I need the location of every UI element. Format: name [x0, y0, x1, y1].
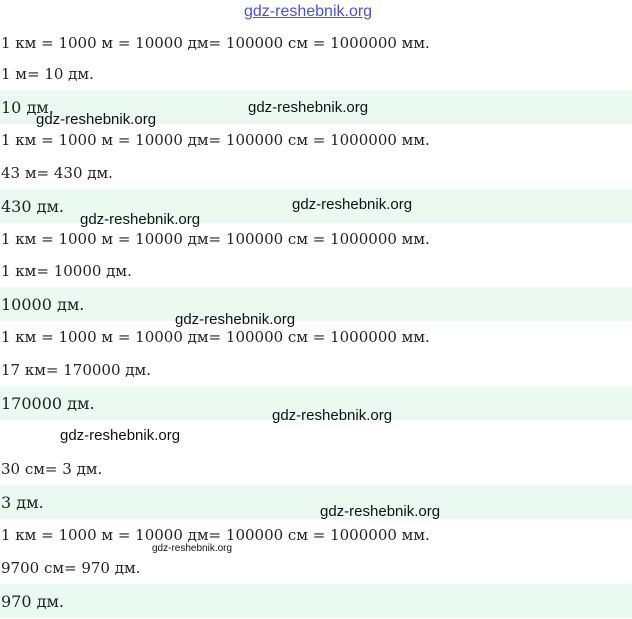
answer-line: 10 дм.: [0, 90, 632, 124]
watermark-text[interactable]: gdz-reshebnik.org: [244, 3, 373, 20]
step-line: 30 см= 3 дм.: [1, 460, 103, 478]
conversion-line: 1 км = 1000 м = 10000 дм= 100000 см = 1000000 мм.: [1, 328, 430, 346]
step-line: 1 км= 10000 дм.: [1, 262, 132, 280]
watermark-text: gdz-reshebnik.org: [175, 311, 296, 328]
watermark-text: gdz-reshebnik.org: [248, 99, 369, 116]
watermark-text: gdz-reshebnik.org: [80, 211, 201, 228]
answer-line: 3 дм.: [0, 485, 632, 519]
answer-line: 970 дм.: [0, 584, 632, 618]
step-line: 1 м= 10 дм.: [1, 65, 94, 83]
answer-line: 10000 дм.: [0, 287, 632, 321]
watermark-text: gdz-reshebnik.org: [292, 196, 413, 213]
answer-line: 170000 дм.: [0, 386, 632, 420]
watermark-text: gdz-reshebnik.org: [152, 543, 233, 554]
conversion-line: 1 км = 1000 м = 10000 дм= 100000 см = 1000000 мм.: [1, 131, 430, 149]
watermark-text: gdz-reshebnik.org: [36, 111, 157, 128]
step-line: 9700 см= 970 дм.: [1, 559, 141, 577]
answer-line: 430 дм.: [0, 189, 632, 223]
conversion-line: 1 км = 1000 м = 10000 дм= 100000 см = 1000000 мм.: [1, 230, 430, 248]
watermark-text: gdz-reshebnik.org: [272, 407, 393, 424]
watermark-text: gdz-reshebnik.org: [60, 427, 181, 444]
watermark-text: gdz-reshebnik.org: [320, 503, 441, 520]
conversion-line: 1 км = 1000 м = 10000 дм= 100000 см = 1000000 мм.: [1, 526, 430, 544]
step-line: 17 км= 170000 дм.: [1, 361, 151, 379]
step-line: 43 м= 430 дм.: [1, 164, 113, 182]
conversion-line: 1 км = 1000 м = 10000 дм= 100000 см = 1000000 мм.: [1, 34, 430, 52]
